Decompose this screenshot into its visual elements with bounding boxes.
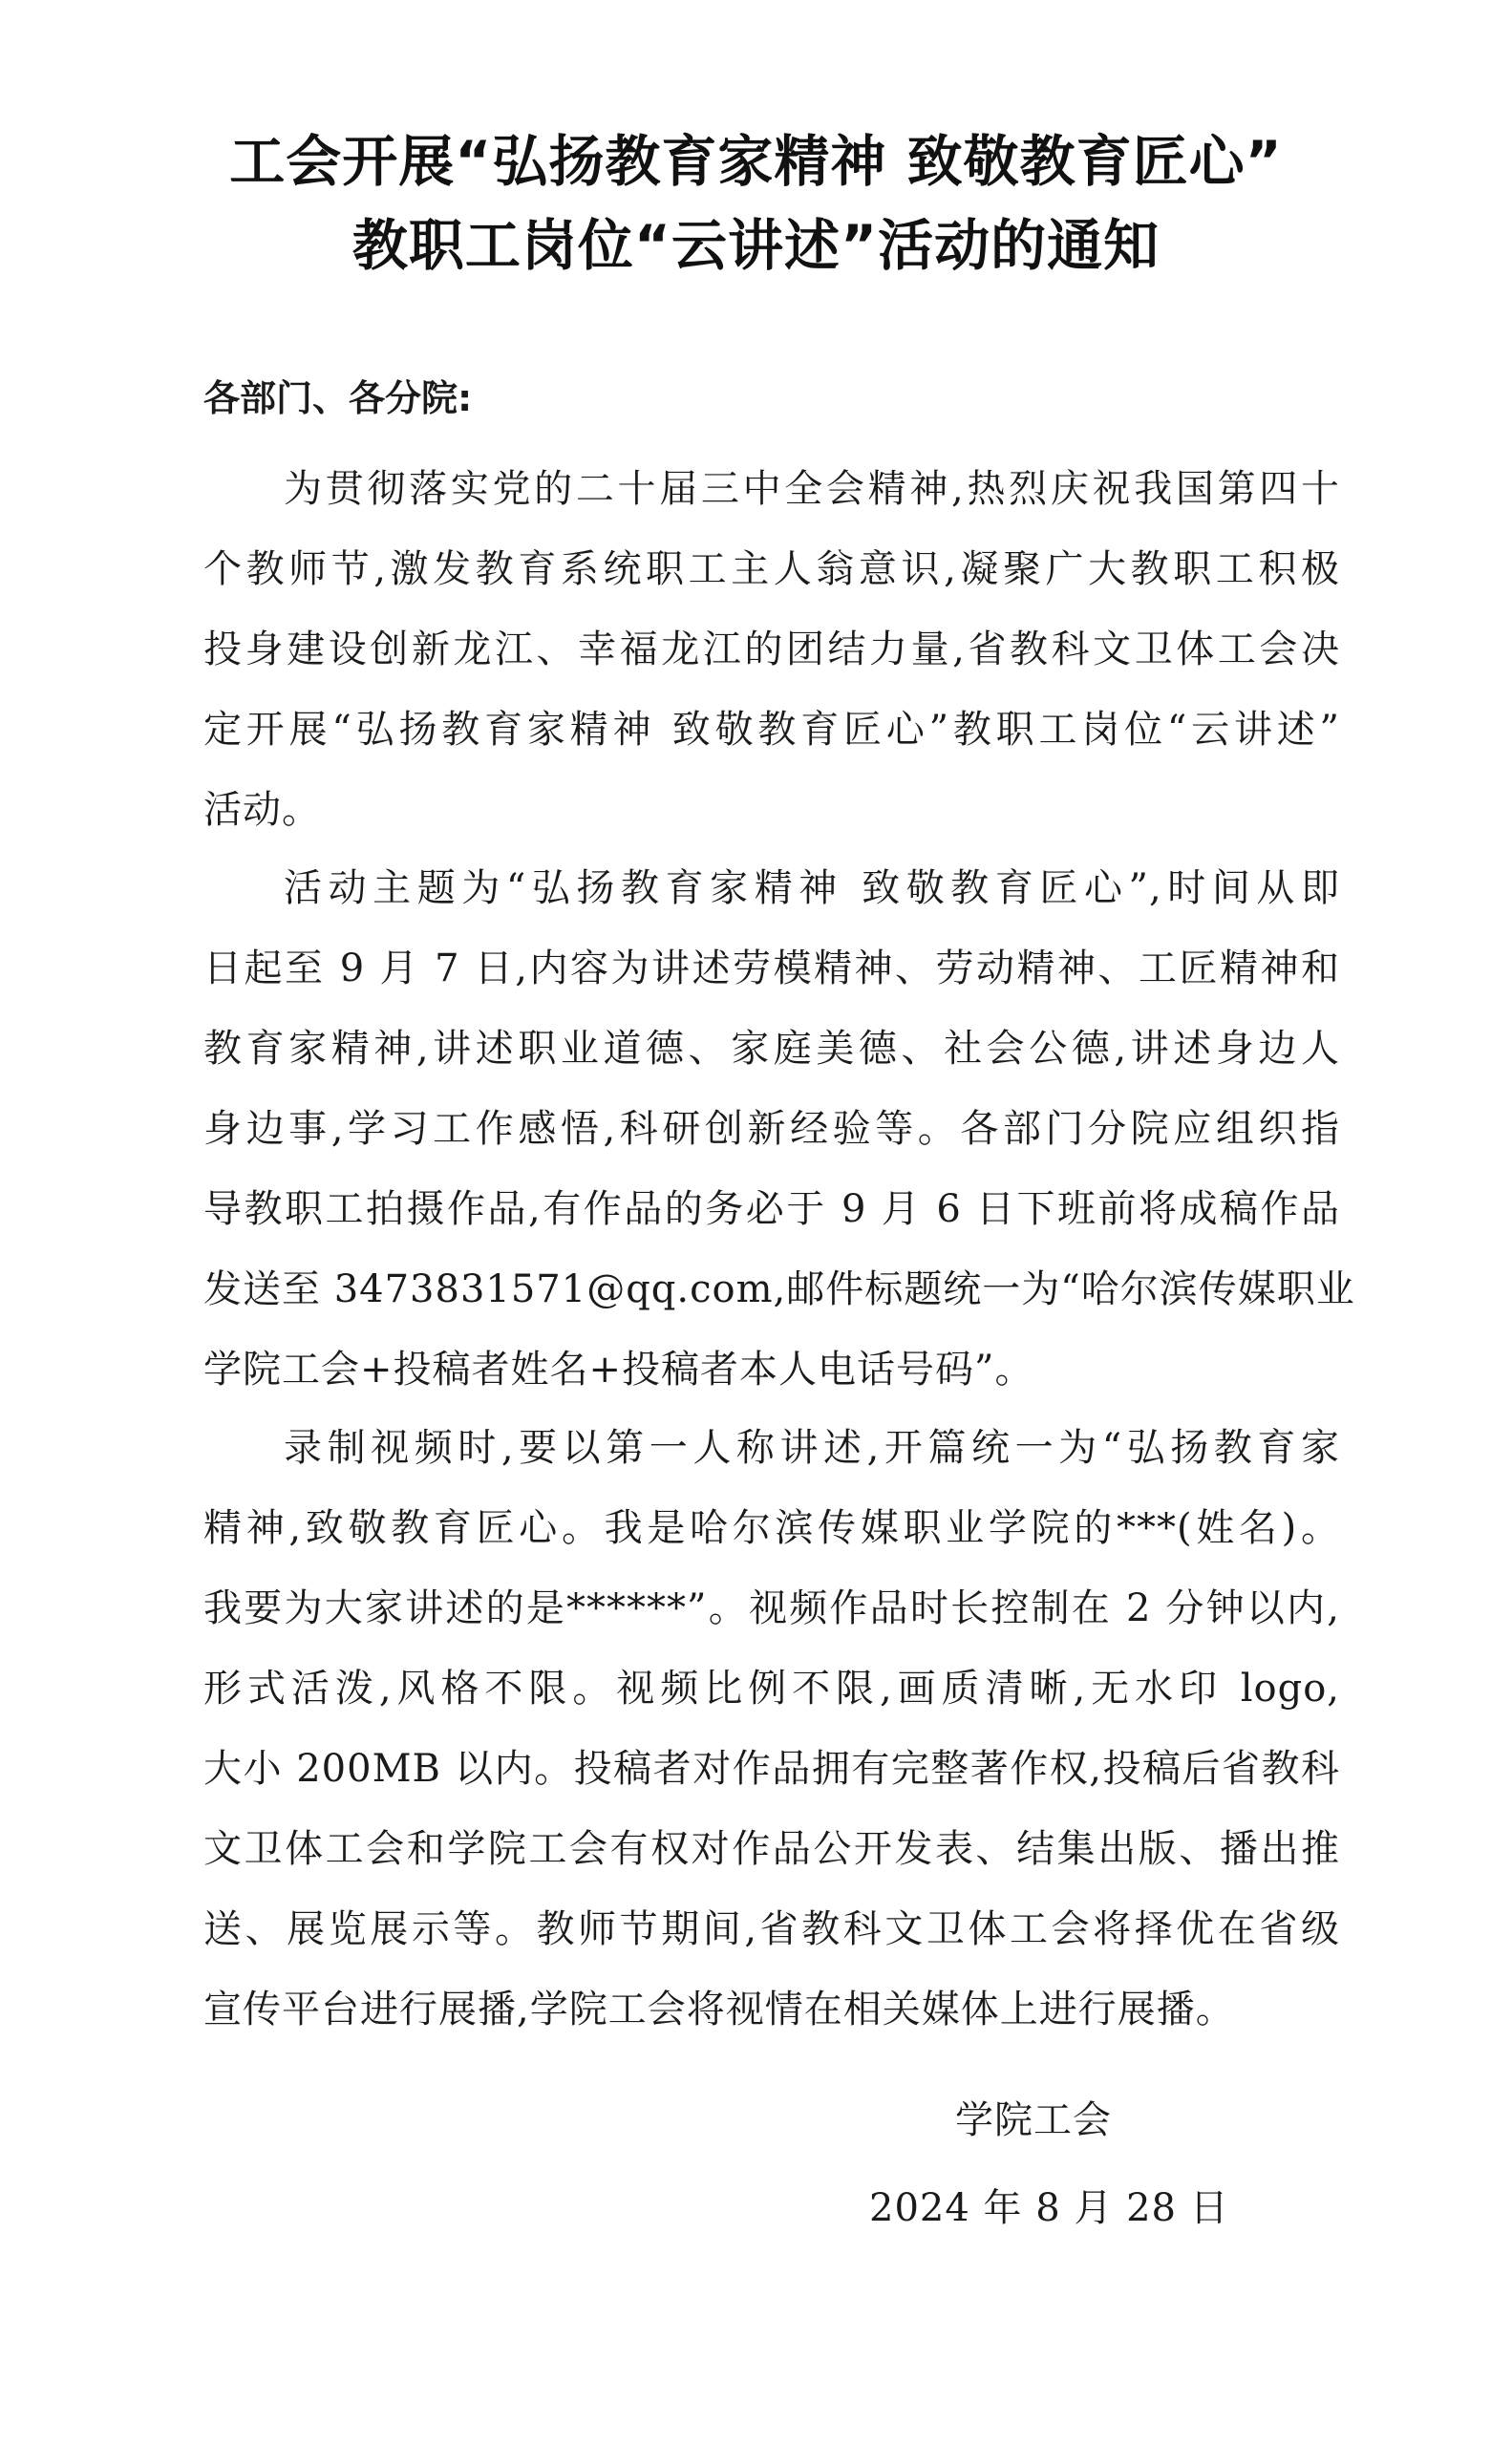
paragraph-line: 定开展“弘扬教育家精神 致敬教育匠心”教职工岗位“云讲述” bbox=[203, 708, 1340, 752]
title-line-1: 工会开展“弘扬教育家精神 致敬教育匠心” bbox=[229, 129, 1283, 194]
paragraph-line: 送、展览展示等。教师节期间,省教科文卫体工会将择优在省级 bbox=[203, 1907, 1340, 1951]
paragraph-line: 录制视频时,要以第一人称讲述,开篇统一为“弘扬教育家 bbox=[284, 1426, 1340, 1470]
paragraph-line: 宣传平台进行展播,学院工会将视情在相关媒体上进行展播。 bbox=[203, 1988, 1235, 2031]
paragraph-3 bbox=[203, 1408, 1340, 2050]
paragraph-line: 我要为大家讲述的是******”。视频作品时长控制在 2 分钟以内, bbox=[203, 1586, 1340, 1630]
signature-organization: 学院工会 bbox=[955, 2098, 1112, 2142]
title-line-2: 教职工岗位“云讲述”活动的通知 bbox=[351, 213, 1161, 278]
paragraph-line: 活动。 bbox=[203, 788, 321, 832]
paragraph-line: 学院工会+投稿者姓名+投稿者本人电话号码”。 bbox=[203, 1348, 1034, 1392]
paragraph-line: 日起至 9 月 7 日,内容为讲述劳模精神、劳动精神、工匠精神和 bbox=[203, 946, 1340, 990]
paragraph-line: 形式活泼,风格不限。视频比例不限,画质清晰,无水印 logo, bbox=[203, 1667, 1340, 1711]
paragraph-line: 教育家精神,讲述职业道德、家庭美德、社会公德,讲述身边人 bbox=[203, 1027, 1340, 1071]
paragraph-line: 文卫体工会和学院工会有权对作品公开发表、结集出版、播出推 bbox=[203, 1827, 1340, 1871]
paragraph-line: 活动主题为“弘扬教育家精神 致敬教育匠心”,时间从即 bbox=[284, 866, 1340, 910]
salutation: 各部门、各分院: bbox=[203, 377, 473, 419]
signature-date: 2024 年 8 月 28 日 bbox=[869, 2186, 1229, 2230]
paragraph-line: 发送至 3473831571@qq.com,邮件标题统一为“哈尔滨传媒职业 bbox=[203, 1267, 1355, 1311]
paragraph-line: 身边事,学习工作感悟,科研创新经验等。各部门分院应组织指 bbox=[203, 1107, 1340, 1151]
paragraph-2 bbox=[203, 848, 1355, 1410]
paragraph-line: 导教职工拍摄作品,有作品的务必于 9 月 6 日下班前将成稿作品 bbox=[203, 1187, 1340, 1231]
paragraph-line: 投身建设创新龙江、幸福龙江的团结力量,省教科文卫体工会决 bbox=[203, 627, 1340, 671]
paragraph-line: 个教师节,激发教育系统职工主人翁意识,凝聚广大教职工积极 bbox=[203, 547, 1340, 591]
paragraph-line: 为贯彻落实党的二十届三中全会精神,热烈庆祝我国第四十 bbox=[284, 467, 1340, 511]
paragraph-line: 大小 200MB 以内。投稿者对作品拥有完整著作权,投稿后省教科 bbox=[203, 1747, 1340, 1791]
paragraph-line: 精神,致敬教育匠心。我是哈尔滨传媒职业学院的***(姓名)。 bbox=[203, 1506, 1340, 1550]
paragraph-1 bbox=[203, 449, 1340, 850]
